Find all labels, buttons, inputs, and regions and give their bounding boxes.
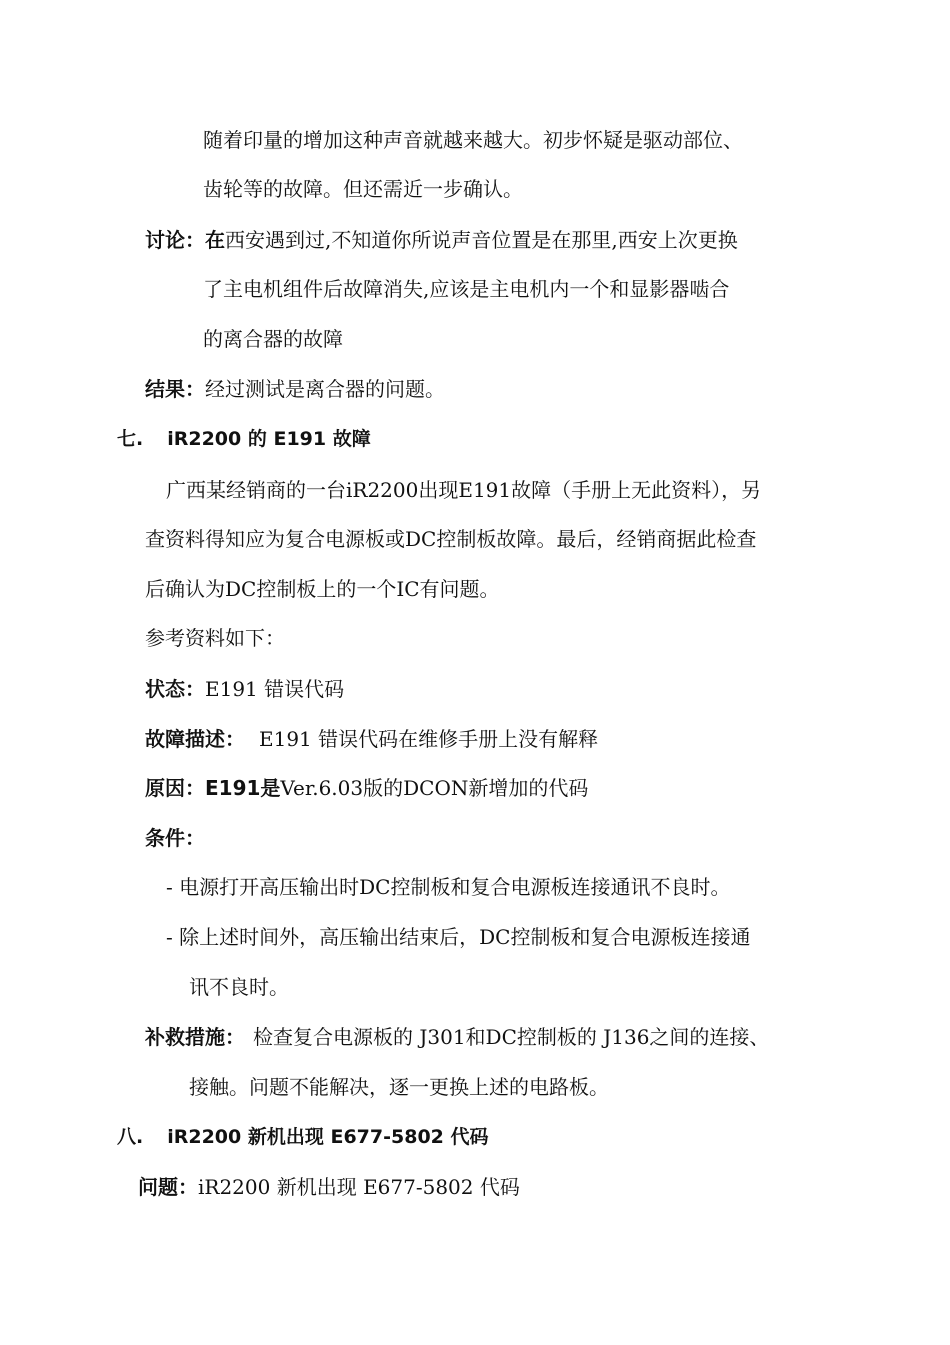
discussion-lead: 在 <box>205 228 225 252</box>
remedy-text: 检查复合电源板的 J301和DC控制板的 J136之间的连接、 <box>253 1025 770 1049</box>
section-number: 七. <box>117 428 144 450</box>
discussion-text: 西安遇到过,不知道你所说声音位置是在那里,西安上次更换 <box>225 228 738 252</box>
paragraph-line: 后确认为DC控制板上的一个IC有问题。 <box>145 577 500 601</box>
paragraph-line: 齿轮等的故障。但还需近一步确认。 <box>203 177 523 201</box>
description-text: E191 错误代码在维修手册上没有解释 <box>259 727 599 751</box>
condition-item: - 除上述时间外，高压输出结束后，DC控制板和复合电源板连接通 <box>166 925 751 949</box>
condition-item-continued: 讯不良时。 <box>189 975 289 999</box>
question-label: 问题： <box>138 1175 198 1199</box>
section-title: iR2200 新机出现 E677-5802 代码 <box>167 1126 489 1148</box>
status-label: 状态： <box>145 677 205 701</box>
discussion-label: 讨论： <box>145 228 205 252</box>
remedy-line: 接触。问题不能解决，逐一更换上述的电路板。 <box>189 1075 609 1099</box>
status-line <box>145 677 344 701</box>
remedy-label: 补救措施： <box>145 1025 245 1049</box>
remedy-line <box>145 1025 769 1049</box>
reference-line: 参考资料如下： <box>145 626 285 650</box>
discussion-line: 的离合器的故障 <box>203 327 343 351</box>
cause-text: Ver.6.03版的DCON新增加的代码 <box>280 776 589 800</box>
paragraph-line: 随着印量的增加这种声音就越来越大。初步怀疑是驱动部位、 <box>203 128 743 152</box>
result-label: 结果： <box>145 377 205 401</box>
paragraph-line: 广西某经销商的一台iR2200出现E191故障（手册上无此资料），另 <box>166 478 762 502</box>
condition-label: 条件： <box>145 826 205 850</box>
section-heading <box>117 1125 489 1149</box>
cause-code: E191是 <box>205 776 281 800</box>
section-title: iR2200 的 E191 故障 <box>167 428 371 450</box>
question-text: iR2200 新机出现 E677-5802 代码 <box>198 1175 520 1199</box>
section-heading <box>117 427 371 451</box>
description-label: 故障描述： <box>145 727 245 751</box>
result-line <box>145 377 445 401</box>
cause-line <box>145 776 588 800</box>
status-text: E191 错误代码 <box>205 677 345 701</box>
paragraph-line: 查资料得知应为复合电源板或DC控制板故障。最后，经销商据此检查 <box>145 527 757 551</box>
description-line <box>145 727 598 751</box>
condition-item: - 电源打开高压输出时DC控制板和复合电源板连接通讯不良时。 <box>166 875 731 899</box>
section-number: 八. <box>117 1126 144 1148</box>
result-text: 经过测试是离合器的问题。 <box>205 377 445 401</box>
discussion-line <box>145 228 738 252</box>
discussion-line: 了主电机组件后故障消失,应该是主电机内一个和显影器啮合 <box>203 277 730 301</box>
cause-label: 原因： <box>145 776 205 800</box>
question-line <box>138 1175 520 1199</box>
